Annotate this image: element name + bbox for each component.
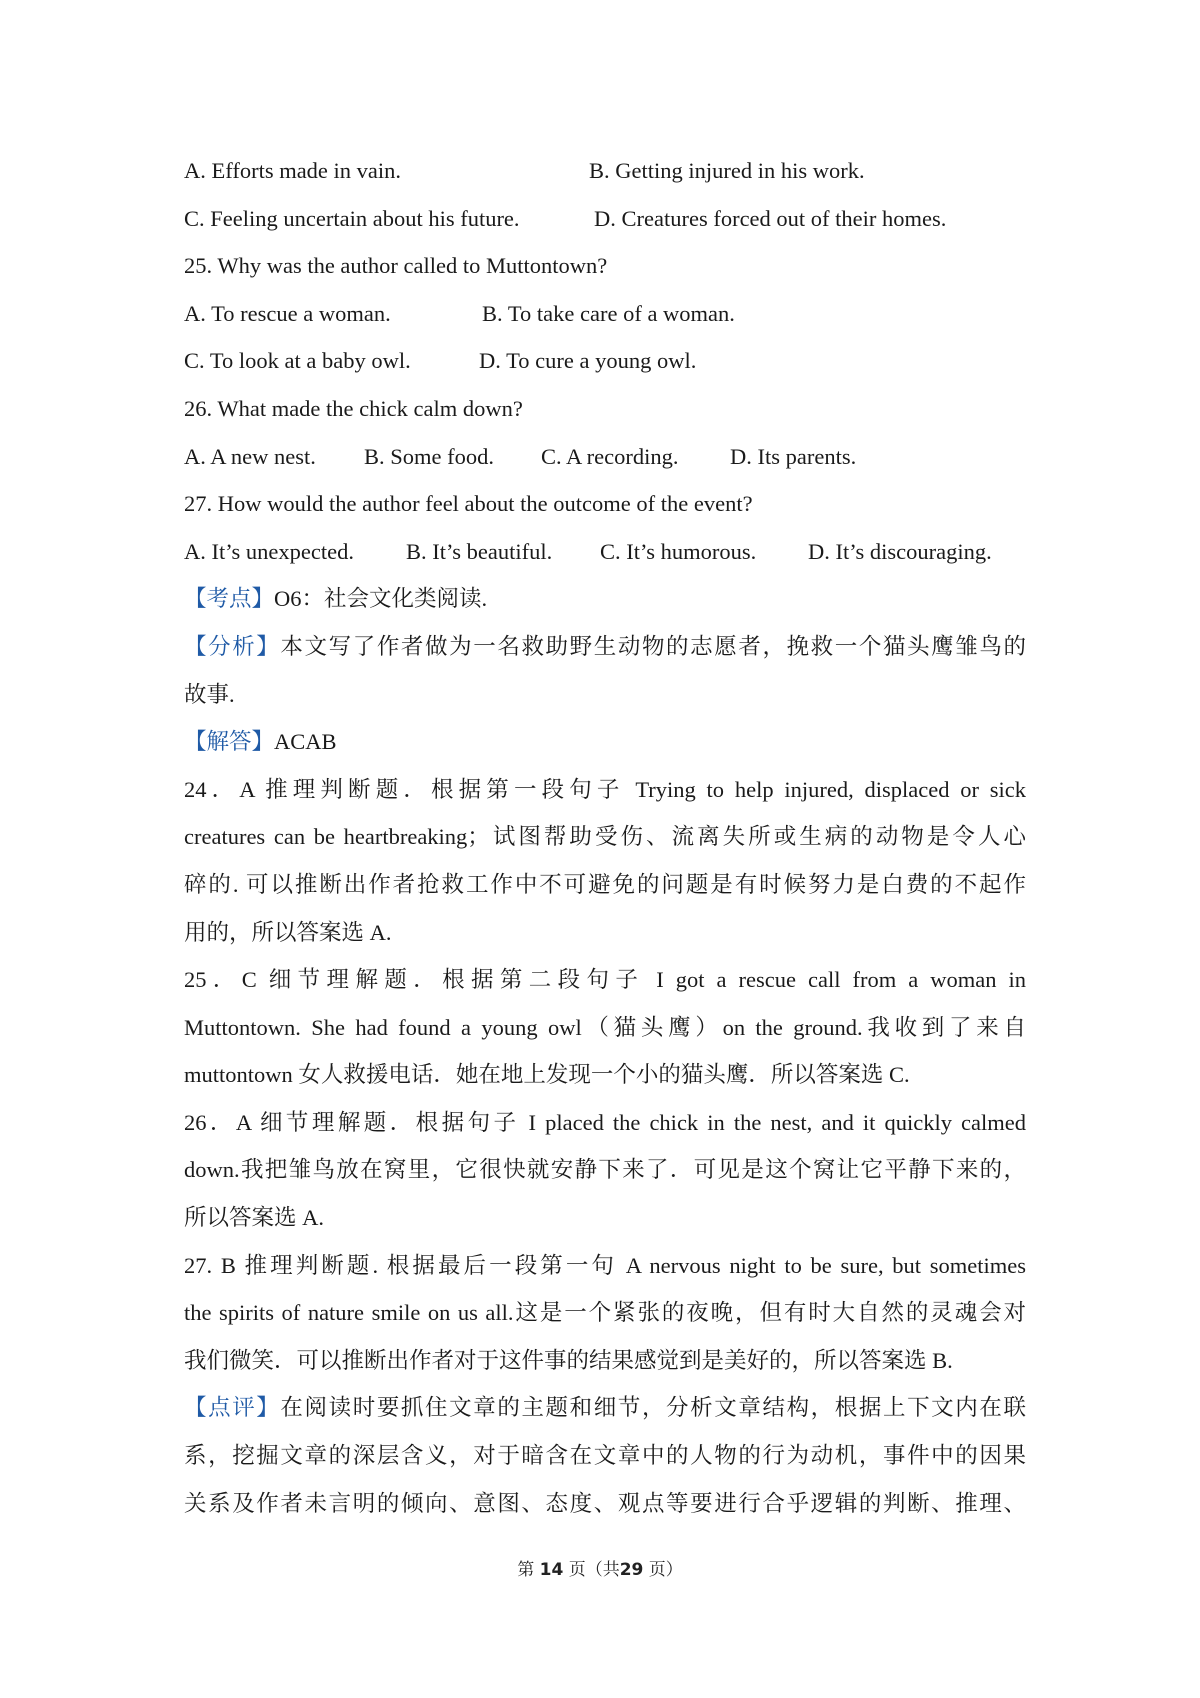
kaodian-section	[184, 575, 1026, 623]
footer-suffix: 页）	[648, 1560, 683, 1580]
q27-options-row	[184, 528, 1026, 576]
footer-mid: 页（共	[568, 1560, 620, 1580]
kaodian-tag: 【考点】	[184, 586, 275, 612]
q26-options-row	[184, 433, 1026, 481]
q25-options-row-2	[184, 337, 1026, 385]
q25-option-b: B. To take care of a woman.	[482, 300, 735, 326]
q26-stem: 26. What made the chick calm down?	[184, 395, 523, 421]
dianping-line-1	[184, 1384, 1026, 1432]
exp27-line-3: 我们微笑．可以推断出作者对于这件事的结果感觉到是美好的，所以答案选 B.	[184, 1347, 953, 1373]
q25-option-c: C. To look at a baby owl.	[184, 348, 411, 374]
jieda-answers: ACAB	[274, 729, 337, 755]
page-footer	[0, 1555, 1200, 1580]
q26-option-a: A. A new nest.	[184, 443, 316, 469]
q24-option-b: B. Getting injured in his work.	[589, 158, 865, 183]
q25-option-a: A. To rescue a woman.	[184, 300, 391, 326]
document-page	[184, 147, 1026, 1527]
dianping-tag: 【点评】	[184, 1395, 281, 1421]
exp24-line-4: 用的，所以答案选 A.	[184, 919, 392, 945]
exp24-line-3: 碎的. 可以推断出作者抢救工作中不可避免的问题是有时候努力是白费的不起作	[184, 871, 1026, 897]
footer-total-pages: 29	[619, 1560, 644, 1580]
q26-option-d: D. Its parents.	[730, 443, 857, 469]
q27-stem: 27. How would the author feel about the outcome of the event?	[184, 491, 753, 517]
fenxi-text-1: 本文写了作者做为一名救助野生动物的志愿者，挽救一个猫头鹰雏鸟的	[280, 633, 1026, 659]
exp27-line-1: 27. B 推理判断题. 根据最后一段第一句 A nervous night to be sure, but sometimes	[184, 1252, 1026, 1278]
q24-option-d: D. Creatures forced out of their homes.	[594, 205, 947, 231]
q27-option-c: C. It’s humorous.	[600, 538, 757, 564]
q24-options-row-1	[184, 147, 1026, 195]
q27-option-a: A. It’s unexpected.	[184, 538, 354, 564]
exp27-line-2: the spirits of nature smile on us all.这是一个紧张的夜晚，但有时大自然的灵魂会对	[184, 1300, 1026, 1326]
q24-option-c: C. Feeling uncertain about his future.	[184, 205, 520, 231]
exp26-line-1: 26．A 细节理解题．根据句子 I placed the chick in the nest, and it quickly calmed	[184, 1109, 1026, 1135]
fenxi-line-2: 故事.	[184, 681, 235, 707]
q24-options-row-2	[184, 195, 1026, 243]
q25-options-row-1	[184, 290, 1026, 338]
q26-option-c: C. A recording.	[541, 443, 679, 469]
jieda-tag: 【解答】	[184, 729, 275, 755]
exp26-line-3: 所以答案选 A.	[184, 1205, 324, 1231]
footer-page-number: 14	[539, 1560, 564, 1580]
q27-option-d: D. It’s discouraging.	[808, 538, 992, 564]
q25-stem: 25. Why was the author called to Muttontown?	[184, 253, 608, 279]
dianping-line-2: 系，挖掘文章的深层含义，对于暗含在文章中的人物的行为动机，事件中的因果	[184, 1443, 1026, 1469]
exp26-line-2: down.我把雏鸟放在窝里，它很快就安静下来了．可见是这个窝让它平静下来的，	[184, 1157, 1026, 1183]
fenxi-tag: 【分析】	[184, 633, 281, 659]
q27-option-b: B. It’s beautiful.	[406, 538, 553, 564]
dianping-line-3: 关系及作者未言明的倾向、意图、态度、观点等要进行合乎逻辑的判断、推理、	[184, 1490, 1026, 1516]
q26-option-b: B. Some food.	[364, 443, 495, 469]
exp25-line-3: muttontown 女人救援电话．她在地上发现一个小的猫头鹰．所以答案选 C.	[184, 1062, 910, 1088]
dianping-text-1: 在阅读时要抓住文章的主题和细节，分析文章结构，根据上下文内在联	[280, 1395, 1026, 1421]
jieda-section	[184, 718, 1026, 766]
exp24-line-1: 24．A 推理判断题．根据第一段句子 Trying to help injured, displaced or sick	[184, 776, 1026, 802]
exp24-line-2: creatures can be heartbreaking；试图帮助受伤、流离失所或生病的动物是令人心	[184, 824, 1026, 850]
q25-option-d: D. To cure a young owl.	[479, 348, 697, 374]
fenxi-line-1	[184, 623, 1026, 671]
q24-option-a: A. Efforts made in vain.	[184, 158, 402, 183]
exp25-line-1: 25．C 细节理解题．根据第二段句子 I got a rescue call from a woman in	[184, 967, 1026, 993]
kaodian-text: O6：社会文化类阅读.	[274, 586, 488, 612]
exp25-line-2: Muttontown. She had found a young owl（猫头鹰）on the ground.我收到了来自	[184, 1014, 1026, 1040]
footer-prefix: 第	[517, 1560, 535, 1580]
